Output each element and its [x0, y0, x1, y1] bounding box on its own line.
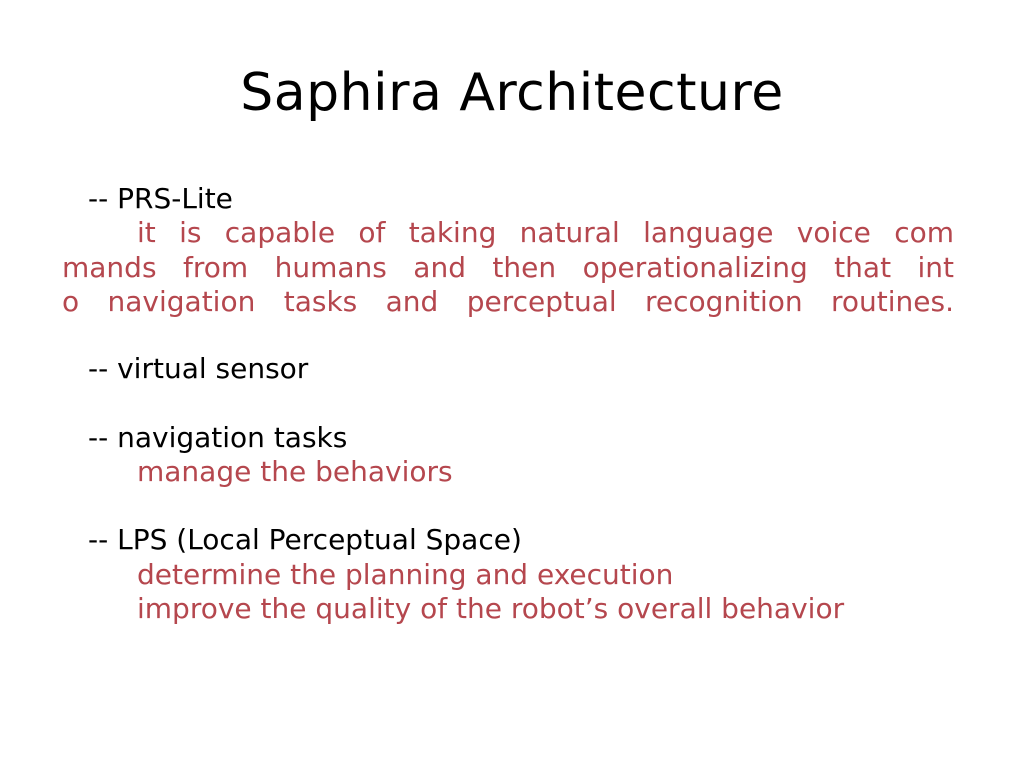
prs-lite-description-line-1: it is capable of taking natural language voice com	[137, 216, 954, 249]
section-heading-virtual-sensor: -- virtual sensor	[88, 352, 309, 385]
lps-description-line-2: improve the quality of the robot’s overall behavior	[137, 592, 845, 625]
lps-description-line-1: determine the planning and execution	[137, 558, 674, 591]
prs-lite-description-line-2: mands from humans and then operationalizing that int	[62, 251, 954, 284]
section-heading-lps: -- LPS (Local Perceptual Space)	[88, 523, 522, 556]
prs-lite-description-line-3: o navigation tasks and perceptual recognition routines.	[62, 285, 954, 318]
section-heading-navigation-tasks: -- navigation tasks	[88, 421, 348, 454]
slide-title: Saphira Architecture	[240, 63, 784, 123]
section-heading-prs-lite: -- PRS-Lite	[88, 182, 233, 215]
navigation-tasks-description-line-1: manage the behaviors	[137, 455, 453, 488]
